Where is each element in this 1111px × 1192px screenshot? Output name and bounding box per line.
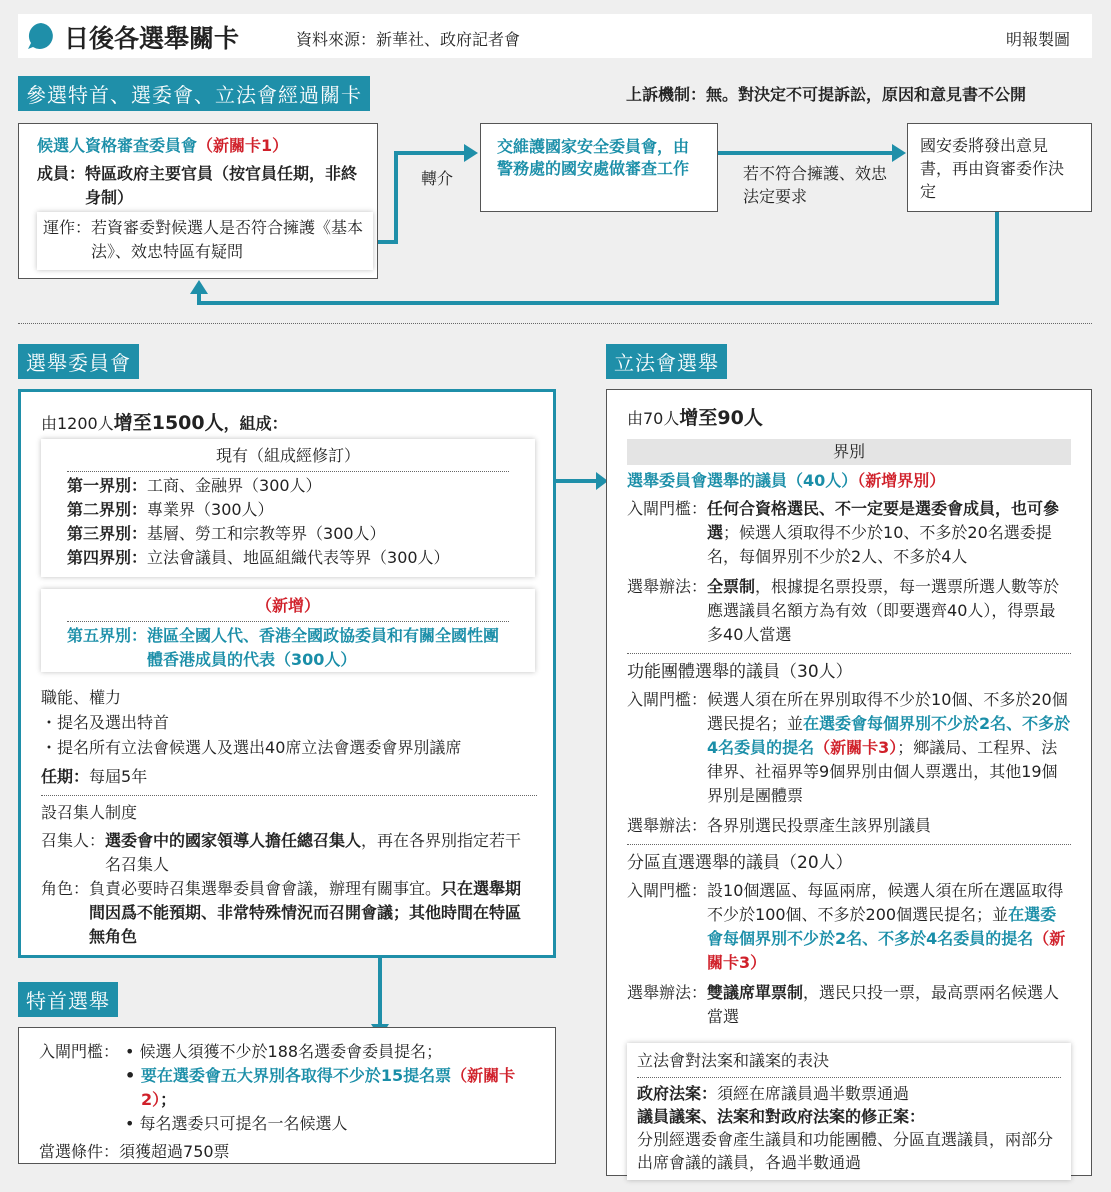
gov-bills: 政府法案：須經在席議員過半數票通過 [637, 1084, 910, 1103]
section-tag-election-committee: 選舉委員會 [18, 344, 139, 379]
fc-method: 選舉辦法： 各界別選民投票產生該界別議員 [627, 816, 932, 835]
opinion-box: 國安委將發出意見書，再由資審委作決定 [907, 123, 1092, 212]
gc-method: 選舉辦法： 雙議席單票制，選民只投一票，最高票兩名候選人當選 [627, 983, 1060, 1026]
new-title: （新增） [255, 596, 320, 615]
power-item: ・提名及選出特首 [41, 713, 170, 732]
gc-threshold: 入閘門檻： 設10個選區、每區兩席，候選人須在所在選區取得不少於100個、不多於200個選民提名；並在選委會每個界別不少於2名、不多於4名委員的提名（新關卡3） [627, 881, 1066, 972]
nsc-box: 交維護國家安全委員會，由警務處的國安處做審查工作 [480, 123, 718, 212]
existing-title: 現有（組成經修訂） [215, 446, 360, 465]
convenor-title: 設召集人制度 [41, 803, 138, 822]
ce-election-box [18, 1027, 556, 1164]
sector-row: 第四界別： 立法會議員、地區組織代表等界（300人） [67, 548, 450, 567]
voting-box [627, 1043, 1071, 1180]
source-note: 資料來源：新華社、政府記者會 [296, 30, 521, 49]
convenor-role: 角色： 負責必要時召集選舉委員會會議，辦理有關事宜。只在選舉期間因爲不能預期、非常特殊情況而召開會議；其他時間在特區無角色 [41, 879, 522, 946]
referral-label: 轉介 [421, 169, 454, 188]
appeal-note: 上訴機制：無。對決定不可提訴訟，原因和意見書不公開 [626, 85, 1027, 104]
legco-divider [627, 844, 1071, 845]
voting-title: 立法會對法案和議案的表決 [637, 1051, 830, 1070]
powers-title: 職能、權力 [41, 688, 122, 707]
legco-divider [627, 653, 1071, 654]
convenor: 召集人： 選委會中的國家領導人擔任總召集人，再在各界別指定若干名召集人 [41, 831, 522, 874]
fifth-sector: 第五界別： 港區全國人代、香港全國政協委員和有關全國性團體香港成員的代表（300人） [67, 626, 500, 669]
sector-row: 第一界別： 工商、金融界（300人） [67, 476, 322, 495]
ec-seats-title: 選舉委員會選舉的議員（40人）（新增界別） [627, 471, 946, 490]
vetting-operation-box: 運作： 若資審委對候選人是否符合擁護《基本法》、效忠特區有疑問 [37, 212, 373, 270]
ec-intro: 由1200人增至1500人，組成： [41, 412, 288, 434]
member-bills-label: 議員議案、法案和對政府法案的修正案： [637, 1107, 926, 1126]
gc-title: 分區直選選舉的議員（20人） [627, 853, 853, 873]
fc-title: 功能團體選舉的議員（30人） [627, 662, 853, 682]
voting-divider [637, 1077, 1061, 1078]
ce-win-condition: 當選條件： 須獲超過750票 [39, 1142, 230, 1161]
ce-item: • 候選人須獲不少於188名選委會委員提名； [125, 1042, 443, 1061]
section-tag-legco: 立法會選舉 [606, 344, 727, 379]
page-title: 日後各選舉關卡 [64, 24, 240, 53]
sector-header: 界別 [627, 439, 1071, 465]
legco-intro: 由70人增至90人 [627, 407, 763, 429]
credit: 明報製圖 [1006, 30, 1071, 49]
fc-threshold: 入閘門檻： 候選人須在所在界別取得不少於10個、不多於20個選民提名；並在選委會每個界別不少於2名、不多於4名委員的提名（新關卡3）；鄉議局、工程界、法律界、社福界等9個界別由個人票選出，其他19個界別是團體票 [627, 690, 1071, 805]
ec-seats-method: 選舉辦法： 全票制，根據提名票投票，每一選票所選人數等於應選議員名額方為有效（即要選齊40人），得票最多40人當選 [627, 577, 1060, 644]
vetting-committee-title: 候選人資格審查委員會（新關卡1） [37, 136, 289, 155]
sector-row: 第二界別： 專業界（300人） [67, 500, 274, 519]
ce-item: • 每名選委只可提名一名候選人 [125, 1114, 348, 1133]
term: 任期：每屆5年 [41, 767, 148, 786]
noncompliance-label: 若不符合擁護、效忠法定要求 [743, 164, 888, 206]
section-tag-ce-election: 特首選舉 [18, 982, 118, 1017]
ec-seats-threshold: 入閘門檻： 任何合資格選民、不一定要是選委會成員，也可參選；候選人須取得不少於10、不多於20名選委提名，每個界別不少於2人、不多於4人 [627, 499, 1060, 566]
section-tag-barriers: 參選特首、選委會、立法會經過關卡 [18, 76, 370, 111]
legco-box [606, 389, 1092, 1176]
sector-row: 第三界別： 基層、勞工和宗教等界（300人） [67, 524, 386, 543]
vetting-members: 成員： 特區政府主要官員（按官員任期，非終身制） [37, 164, 358, 207]
power-item: ・提名所有立法會候選人及選出40席立法會選委會界別議席 [41, 738, 462, 757]
member-bills: 分別經選委會產生議員和功能團體、分區直選議員，兩部分出席會議的議員，各過半數通過 [637, 1130, 1054, 1172]
ce-item: • 要在選委會五大界別各取得不少於15提名票（新關卡2）； [125, 1066, 516, 1109]
ce-threshold: 入閘門檻： • 候選人須獲不少於188名選委會委員提名； • 要在選委會五大界別各取得不少於15提名票（新關卡2）； • 每名選委只可提名一名候選人 [39, 1040, 535, 1136]
